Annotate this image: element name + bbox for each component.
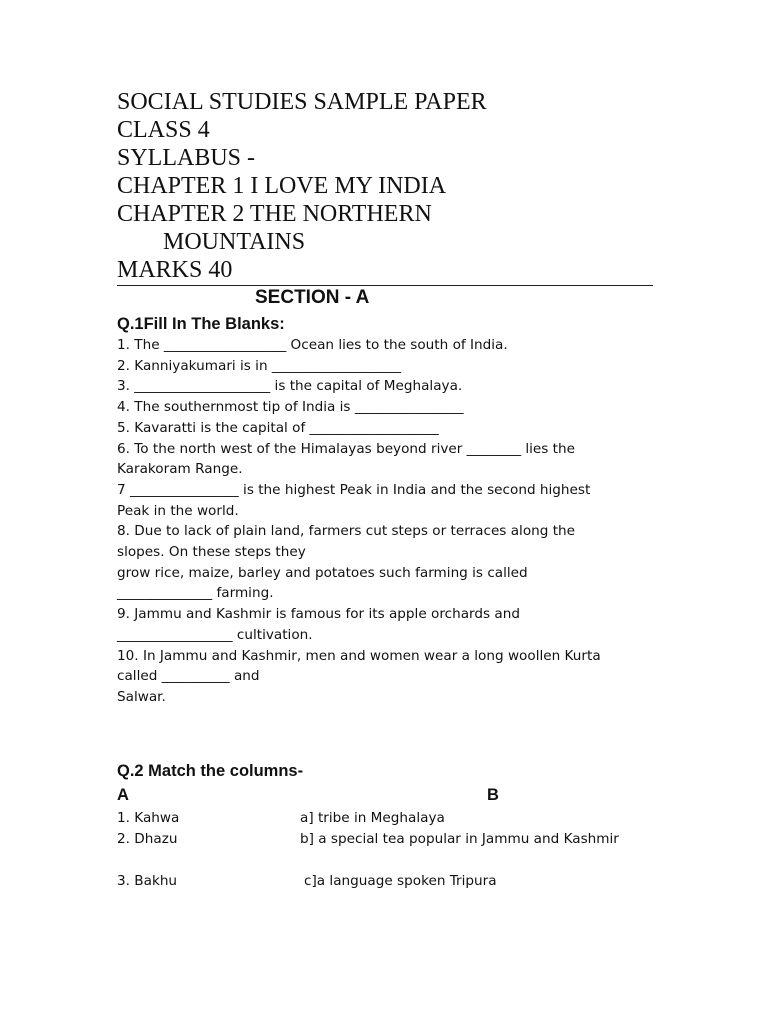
column-a-header: A xyxy=(117,786,129,804)
paper-title: SOCIAL STUDIES SAMPLE PAPER xyxy=(117,89,487,115)
match-row xyxy=(117,871,677,893)
match-left-item: 2. Dhazu xyxy=(117,831,178,847)
blank-line: Salwar. xyxy=(117,688,166,705)
blank-line: called __________ and xyxy=(117,668,260,685)
blank-line: 2. Kanniyakumari is in ___________________ xyxy=(117,357,402,374)
match-right-item: c]a language spoken Tripura xyxy=(304,873,497,889)
match-left-item: 3. Bakhu xyxy=(117,873,178,889)
blank-line: 8. Due to lack of plain land, farmers cut steps or terraces along the xyxy=(117,523,576,540)
section-a-title: SECTION - A xyxy=(255,287,370,308)
blank-line: 7 ________________ is the highest Peak in India and the second highest xyxy=(117,481,591,498)
syllabus-label: SYLLABUS - xyxy=(117,145,256,171)
blank-line: 4. The southernmost tip of India is ________________ xyxy=(117,399,464,416)
header-divider xyxy=(117,285,653,286)
blank-line: 3. ____________________ is the capital of Meghalaya. xyxy=(117,378,463,395)
blank-line: _________________ cultivation. xyxy=(117,626,313,643)
blank-line: 6. To the north west of the Himalayas beyond river ________ lies the xyxy=(117,440,575,457)
marks-label: MARKS 40 xyxy=(117,257,233,283)
blank-line: slopes. On these steps they xyxy=(117,544,306,561)
blank-line: 5. Kavaratti is the capital of ___________________ xyxy=(117,419,439,436)
blank-line: 9. Jammu and Kashmir is famous for its apple orchards and xyxy=(117,606,521,623)
blank-line: grow rice, maize, barley and potatoes such farming is called xyxy=(117,564,528,581)
q1-title: Q.1Fill In The Blanks: xyxy=(117,315,285,333)
fill-in-blanks-list xyxy=(117,335,677,708)
chapter-1: CHAPTER 1 I LOVE MY INDIA xyxy=(117,173,447,199)
blank-line: ______________ farming. xyxy=(117,585,274,602)
blank-line: Peak in the world. xyxy=(117,502,239,519)
blank-line: Karakoram Range. xyxy=(117,461,243,478)
paper-header xyxy=(117,88,657,284)
blank-line: 10. In Jammu and Kashmir, men and women wear a long woollen Kurta xyxy=(117,647,601,664)
q2-title: Q.2 Match the columns- xyxy=(117,762,304,780)
match-row xyxy=(117,829,677,851)
column-b-header: B xyxy=(487,786,499,804)
match-row xyxy=(117,808,677,830)
match-right-item: a] tribe in Meghalaya xyxy=(300,810,445,826)
blank-line: 1. The __________________ Ocean lies to the south of India. xyxy=(117,337,508,353)
match-left-item: 1. Kahwa xyxy=(117,810,180,826)
chapter-2: CHAPTER 2 THE NORTHERN xyxy=(117,201,432,227)
class-label: CLASS 4 xyxy=(117,117,210,143)
chapter-2-continued: MOUNTAINS xyxy=(163,229,306,255)
match-right-item: b] a special tea popular in Jammu and Kashmir xyxy=(300,831,619,847)
